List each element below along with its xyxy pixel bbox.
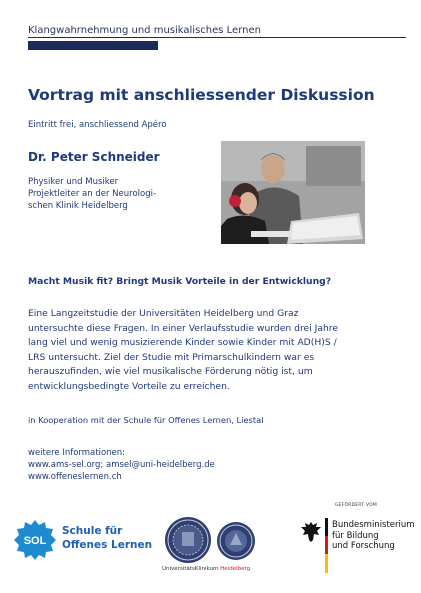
ministry-line: für Bildung	[332, 530, 379, 541]
study-description	[28, 307, 410, 394]
seal-icon	[164, 516, 212, 564]
eagle-emblem-icon	[300, 520, 322, 544]
body-line: untersuchte diese Fragen. In einer Verlaufsstudie wurden drei Jahre	[28, 322, 339, 334]
header-rule	[28, 37, 406, 38]
speaker-photo	[221, 141, 365, 244]
sol-badge-text: SOL	[23, 535, 47, 547]
question-heading: Macht Musik fit? Bringt Musik Vorteile in der Entwicklung?	[28, 276, 332, 287]
uk-label-part2: Heidelberg	[220, 566, 251, 572]
sponsor-label: GEFÖRDERT VOM	[335, 503, 377, 508]
sol-badge-icon	[14, 519, 56, 561]
photo-illustration	[221, 141, 365, 244]
event-subtitle: Eintritt frei, anschliessend Apéro	[28, 120, 167, 130]
sol-logo	[14, 519, 56, 561]
event-title: Vortrag mit anschliessender Diskussion	[28, 86, 375, 104]
ministry-name	[332, 520, 415, 552]
speaker-name: Dr. Peter Schneider	[28, 150, 160, 164]
body-line: lang viel und wenig musizierende Kinder sowie Kinder mit AD(H)S /	[28, 337, 337, 348]
info-block	[28, 447, 215, 483]
ministry-line: und Forschung	[332, 541, 395, 551]
university-seal-left	[164, 516, 212, 564]
body-line: Eine Langzeitstudie der Universitäten Heidelberg und Graz	[28, 308, 299, 319]
seal-icon	[216, 521, 256, 561]
speaker-role-line: Projektleiter an der Neurologi-	[28, 189, 157, 199]
contact-link[interactable]: www.ams-sel.org; amsel@uni-heidelberg.de	[28, 460, 215, 470]
university-seal-right	[216, 521, 256, 561]
website-link[interactable]: www.offeneslernen.ch	[28, 472, 122, 482]
info-label: weitere Informationen:	[28, 448, 126, 458]
flag-stripe	[325, 518, 328, 573]
ministry-line: Bundesministerium	[332, 520, 415, 530]
university-hospital-label	[162, 566, 250, 572]
speaker-role	[28, 176, 156, 212]
sol-name	[62, 524, 152, 552]
speaker-role-line: schen Klinik Heidelberg	[28, 201, 128, 211]
header-title: Klangwahrnehmung und musikalisches Lernen	[28, 25, 261, 36]
cooperation-note: in Kooperation mit der Schule für Offenes Lernen, Liestal	[28, 415, 264, 425]
speaker-role-line: Physiker und Musiker	[28, 177, 119, 187]
body-line: LRS untersucht. Ziel der Studie mit Primarschulkindern war es	[28, 351, 315, 363]
header-bar	[28, 41, 158, 50]
uk-label-part1: UniversitätsKlinikum	[162, 566, 221, 572]
sol-name-line: Offenes Lernen	[62, 539, 153, 551]
body-line: entwicklungsbedingte Vorteile zu erreichen.	[28, 380, 230, 392]
body-line: herauszufinden, wie viel musikalische Förderung nötig ist, um	[28, 366, 313, 377]
sol-name-line: Schule für	[62, 525, 123, 537]
